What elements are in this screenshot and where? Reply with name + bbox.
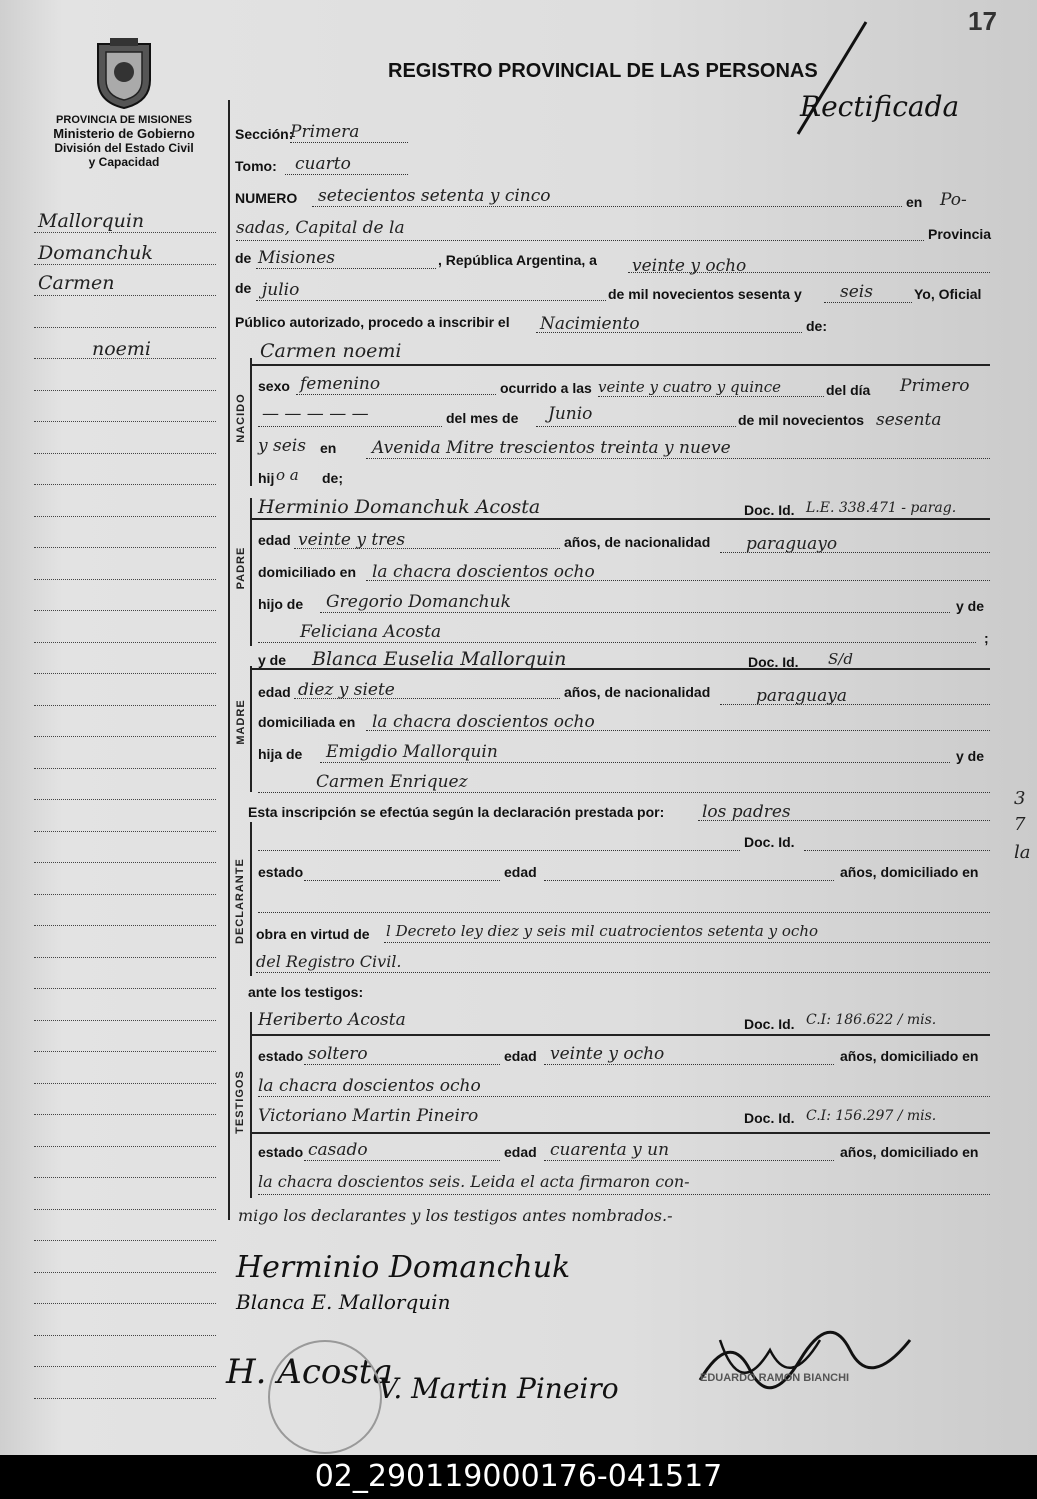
label-madre-hija: hija de <box>258 746 303 762</box>
edge-note-2: 7 <box>1014 814 1026 835</box>
image-caption: 02_290119000176-041517 <box>0 1455 1037 1499</box>
label-semicolon: ; <box>984 630 989 646</box>
label-inscripcion: Esta inscripción se efectúa según la declaración prestada por: <box>248 804 665 820</box>
slash-mark-icon <box>790 18 870 138</box>
round-seal-icon <box>268 1340 382 1454</box>
value-anio-nac2: y seis <box>258 436 306 456</box>
value-t1-dom: la chacra doscientos ocho <box>258 1076 481 1096</box>
dots-t2-dom <box>258 1194 990 1195</box>
label-yo-oficial: Yo, Oficial <box>914 286 982 302</box>
label-de2: de <box>235 280 252 296</box>
label-hijo-a2: de; <box>322 470 343 486</box>
section-padre: PADRE <box>235 546 247 590</box>
label-provincia: Provincia <box>928 226 992 242</box>
rule-testigo2-top <box>250 1132 990 1134</box>
signature-1: Herminio Domanchuk <box>236 1250 571 1285</box>
label-de-mil2: de mil novecientos <box>738 412 865 428</box>
value-obra2: del Registro Civil. <box>256 952 402 971</box>
label-publico: Público autorizado, procedo a inscribir el <box>235 314 510 330</box>
edge-note-1: 3 <box>1014 788 1026 809</box>
dots-t1-edad <box>544 1064 834 1065</box>
label-t2-estado: estado <box>258 1144 304 1160</box>
edge-note-3: la <box>1014 842 1031 863</box>
value-padre-doc: L.E. 338.471 - parag. <box>806 500 957 516</box>
label-ante: ante los testigos: <box>248 984 364 1000</box>
margin-rule-line <box>34 768 216 769</box>
madre-border <box>250 666 252 792</box>
label-declarante-doc: Doc. Id. <box>744 834 795 850</box>
dots-tomo <box>285 174 408 175</box>
value-t2-edad: cuarenta y un <box>550 1140 670 1160</box>
value-mes-acta: julio <box>262 280 300 300</box>
margin-rule-line <box>34 1366 216 1367</box>
value-t1-edad: veinte y ocho <box>550 1044 665 1064</box>
label-t1-estado: estado <box>258 1048 304 1064</box>
dots-t2-estado <box>304 1160 500 1161</box>
dots-dia-acta <box>628 272 990 273</box>
label-madre-dom: domiciliada en <box>258 714 356 730</box>
margin-rule-line <box>34 516 216 517</box>
value-provincia: Misiones <box>258 248 335 268</box>
label-del-mes: del mes de <box>446 410 519 426</box>
section-declarante: DECLARANTE <box>234 858 246 944</box>
margin-rule-line <box>34 264 216 265</box>
dots-declarante-dom <box>258 912 990 913</box>
margin-rule-line <box>34 484 216 485</box>
dots-mes-acta <box>256 300 606 301</box>
declarante-border <box>250 822 252 976</box>
dots-declarante <box>698 820 990 821</box>
dots-provincia <box>256 268 436 269</box>
margin-rule-line <box>34 1398 216 1399</box>
label-seccion: Sección: <box>235 126 294 142</box>
margin-rule-line <box>34 610 216 611</box>
margin-rule-line <box>34 579 216 580</box>
label-t2-doc: Doc. Id. <box>744 1110 795 1126</box>
dots-dash <box>258 426 442 427</box>
padre-border <box>250 498 252 646</box>
signature-3: H. Acosta <box>226 1352 393 1392</box>
label-numero: NUMERO <box>235 190 298 206</box>
dots-madre-dom <box>366 730 990 731</box>
label-en: en <box>906 194 923 210</box>
value-obra: l Decreto ley diez y seis mil cuatrocientos setenta y ocho <box>386 922 819 940</box>
dots-lugar <box>366 458 990 459</box>
dots-seccion <box>290 142 408 143</box>
margin-rule-line <box>34 1209 216 1210</box>
margin-rule-line <box>34 358 216 359</box>
margin-rule-line <box>34 1272 216 1273</box>
dots-declarante-estado <box>304 880 500 881</box>
value-seccion: Primera <box>290 122 360 142</box>
label-padre-doc: Doc. Id. <box>744 502 795 518</box>
margin-rule-line <box>34 547 216 548</box>
dots-madre-nac <box>720 704 990 705</box>
value-madre-nombre: Blanca Euselia Mallorquin <box>312 648 567 670</box>
label-en-lugar: en <box>320 440 337 456</box>
label-padre-dom: domiciliado en <box>258 564 357 580</box>
margin-rule-line <box>34 957 216 958</box>
margin-rule-line <box>34 831 216 832</box>
value-t1-estado: soltero <box>308 1044 368 1064</box>
dots-t2-edad <box>544 1160 834 1161</box>
label-declarante-anos: años, domiciliado en <box>840 864 979 880</box>
dots-acto <box>536 332 802 333</box>
value-numero: setecientos setenta y cinco <box>318 186 551 206</box>
value-madre-padre: Emigdio Mallorquin <box>326 742 498 762</box>
label-t2-anos: años, domiciliado en <box>840 1144 979 1160</box>
value-t2-nombre: Victoriano Martin Pineiro <box>258 1106 479 1126</box>
label-t1-doc: Doc. Id. <box>744 1016 795 1032</box>
dots-padre-madre <box>258 642 976 643</box>
margin-rule-line <box>34 1177 216 1178</box>
value-hora: veinte y cuatro y quince <box>598 378 781 396</box>
value-padre-madre: Feliciana Acosta <box>300 622 442 642</box>
margin-rule-line <box>34 232 216 233</box>
value-acto: Nacimiento <box>540 314 640 334</box>
section-testigos: TESTIGOS <box>234 1070 246 1134</box>
dots-anio-acta <box>824 302 912 303</box>
margin-rule-line <box>34 642 216 643</box>
label-padre-hijo: hijo de <box>258 596 304 612</box>
label-de-mil: de mil novecientos sesenta y <box>608 286 802 302</box>
signature-2: Blanca E. Mallorquin <box>236 1290 451 1314</box>
label-sexo: sexo <box>258 378 290 394</box>
dots-madre-padre <box>320 762 950 763</box>
official-signature-icon <box>690 1320 926 1416</box>
dots-padre-dom <box>366 580 990 581</box>
label-padre-edad: edad <box>258 532 291 548</box>
value-t1-nombre: Heriberto Acosta <box>258 1010 406 1030</box>
margin-rule-line <box>34 1146 216 1147</box>
label-padre-y-de: y de <box>956 598 985 614</box>
main-frame-left <box>228 100 230 1220</box>
margin-rule-line <box>34 421 216 422</box>
label-madre-nac: años, de nacionalidad <box>564 684 711 700</box>
label-de: de <box>235 250 252 266</box>
value-tomo: cuarto <box>295 154 351 174</box>
official-stamp <box>690 1320 926 1416</box>
page-title: REGISTRO PROVINCIAL DE LAS PERSONAS <box>388 60 818 82</box>
label-madre-y-de: y de <box>956 748 985 764</box>
dots-padre-padre <box>320 612 950 613</box>
value-nombre: Carmen noemi <box>260 340 402 362</box>
org-line-2: Ministerio de Gobierno <box>53 126 195 141</box>
value-t2-dom: la chacra doscientos seis. Leida el acta firmaron con- <box>258 1172 690 1191</box>
dots-t1-dom <box>258 1096 990 1097</box>
rule-testigos-top <box>250 1034 990 1036</box>
value-cierre: migo los declarantes y los testigos antes nombrados.- <box>238 1206 673 1225</box>
label-declarante-estado: estado <box>258 864 304 880</box>
margin-rule-line <box>34 1335 216 1336</box>
value-city-cont: sadas, Capital de la <box>236 218 405 238</box>
label-madre-y-de: y de <box>258 652 287 668</box>
label-de-colon: de: <box>806 318 827 334</box>
label-obra: obra en virtud de <box>256 926 370 942</box>
margin-rule-line <box>34 1051 216 1052</box>
rule-nacido-top <box>250 364 990 366</box>
page-number: 17 <box>968 6 997 36</box>
value-lugar: Avenida Mitre trescientos treinta y nueve <box>372 438 731 458</box>
margin-rule-line <box>34 894 216 895</box>
org-line-4: y Capacidad <box>88 155 160 169</box>
value-t2-estado: casado <box>308 1140 368 1160</box>
margin-rule-line <box>34 1083 216 1084</box>
label-del-dia: del día <box>826 382 871 398</box>
margin-rule-line <box>34 390 216 391</box>
org-line-3: División del Estado Civil <box>54 141 194 155</box>
dots-declarante-nombre <box>258 850 740 851</box>
value-en-city: Po- <box>940 190 967 210</box>
margin-rule-line <box>34 1240 216 1241</box>
label-hijo-a: hij <box>258 470 275 486</box>
label-republica: , República Argentina, a <box>438 252 597 268</box>
dots-declarante-edad <box>544 880 834 881</box>
margin-rule-line <box>34 988 216 989</box>
margin-name-1: Mallorquin <box>38 210 145 232</box>
value-dash: — — — — — <box>262 404 369 424</box>
margin-name-3: Carmen <box>38 272 115 294</box>
label-declarante-edad: edad <box>504 864 537 880</box>
label-padre-nac: años, de nacionalidad <box>564 534 711 550</box>
label-t2-edad: edad <box>504 1144 537 1160</box>
value-mes-nac: Junio <box>548 404 593 424</box>
dots-mes-nac <box>536 426 736 427</box>
label-ocurrido: ocurrido a las <box>500 380 592 396</box>
label-t1-edad: edad <box>504 1048 537 1064</box>
value-padre-dom: la chacra doscientos ocho <box>372 562 595 582</box>
margin-rule-line <box>34 327 216 328</box>
org-block <box>28 114 220 169</box>
value-anio-nac: sesenta <box>876 410 942 430</box>
value-t2-doc: C.I: 156.297 / mis. <box>806 1108 937 1124</box>
signature-4: V. Martin Pineiro <box>378 1372 619 1405</box>
dots-numero <box>312 206 902 207</box>
value-anio-acta: seis <box>840 282 873 302</box>
value-sexo: femenino <box>300 374 381 394</box>
section-madre: MADRE <box>235 699 247 745</box>
value-madre-nac: paraguaya <box>756 686 847 706</box>
dots-padre-edad <box>294 548 560 549</box>
dots-hora <box>598 396 824 397</box>
value-madre-edad: diez y siete <box>298 680 395 700</box>
margin-rule-line <box>34 1303 216 1304</box>
margin-rule-line <box>34 1114 216 1115</box>
margin-rule-line <box>34 799 216 800</box>
dots-sexo <box>296 394 496 395</box>
label-tomo: Tomo: <box>235 158 277 174</box>
coat-of-arms-icon <box>92 36 156 110</box>
margin-name-2: Domanchuk <box>38 242 153 264</box>
margin-rule-line <box>34 1020 216 1021</box>
label-madre-doc: Doc. Id. <box>748 654 799 670</box>
label-madre-edad: edad <box>258 684 291 700</box>
testigos-border <box>250 1012 252 1198</box>
dots-t1-estado <box>304 1064 500 1065</box>
dots-obra2 <box>256 972 990 973</box>
org-line-1: PROVINCIA DE MISIONES <box>56 114 192 126</box>
margin-name-4: noemi <box>92 338 152 360</box>
margin-rule-line <box>34 736 216 737</box>
margin-rule-line <box>34 673 216 674</box>
margin-rule-line <box>34 862 216 863</box>
dots-madre-madre <box>258 792 990 793</box>
value-padre-padre: Gregorio Domanchuk <box>326 592 511 612</box>
value-madre-dom: la chacra doscientos ocho <box>372 712 595 732</box>
dots-declarante-doc <box>804 850 990 851</box>
margin-rule-line <box>34 705 216 706</box>
value-madre-madre: Carmen Enriquez <box>316 772 468 792</box>
value-hijo-a: o a <box>276 466 299 484</box>
value-padre-nombre: Herminio Domanchuk Acosta <box>258 496 541 518</box>
label-t1-anos: años, domiciliado en <box>840 1048 979 1064</box>
value-padre-edad: veinte y tres <box>298 530 406 550</box>
dots-city <box>236 240 924 241</box>
value-dia-nac: Primero <box>900 376 970 396</box>
dots-obra <box>384 942 990 943</box>
dots-padre-nac <box>720 552 990 553</box>
margin-note: Rectificada <box>800 90 960 123</box>
value-declarante: los padres <box>702 802 791 822</box>
rule-padre-top <box>250 518 990 520</box>
value-dia-acta: veinte y ocho <box>632 256 747 276</box>
value-madre-doc: S/d <box>828 650 853 668</box>
official-stamp-text: EDUARDO RAMON BIANCHI <box>700 1372 850 1384</box>
section-nacido: NACIDO <box>235 393 247 443</box>
margin-rule-line <box>34 295 216 296</box>
margin-rule-line <box>34 453 216 454</box>
value-padre-nac: paraguayo <box>746 534 838 554</box>
dots-madre-edad <box>294 698 560 699</box>
value-t1-doc: C.I: 186.622 / mis. <box>806 1012 937 1028</box>
margin-rule-line <box>34 925 216 926</box>
nacido-border <box>250 358 252 486</box>
